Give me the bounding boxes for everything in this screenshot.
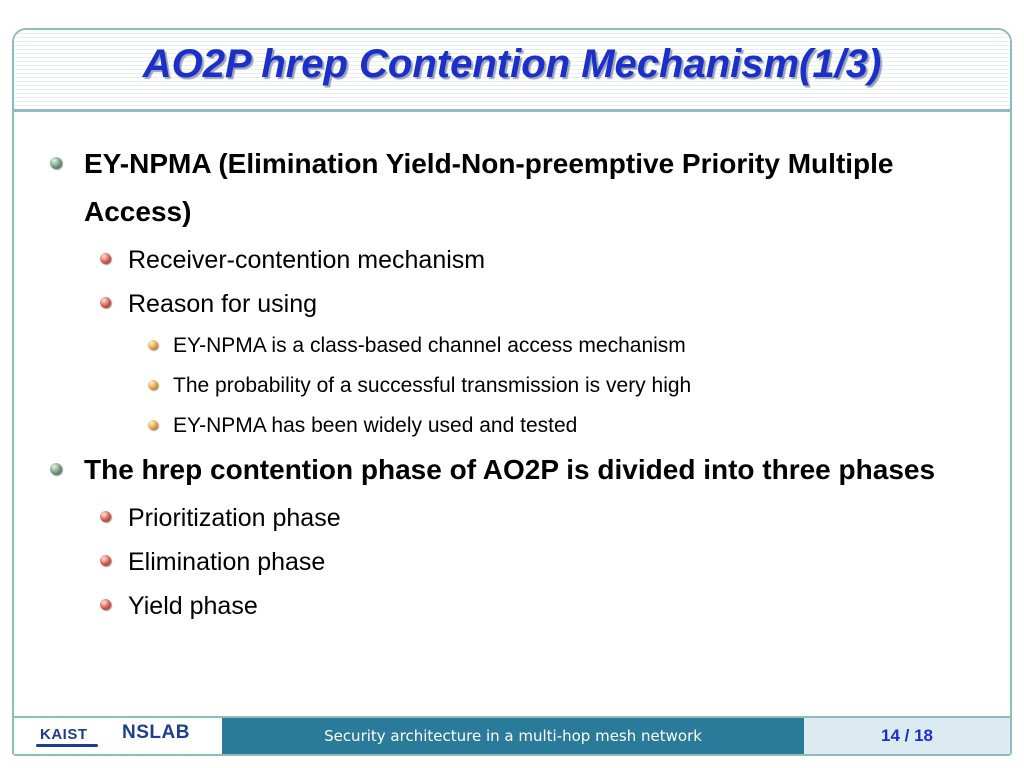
bullet-item-l2 bbox=[40, 282, 980, 326]
bullet-item-l2 bbox=[40, 496, 980, 540]
orange-sphere-bullet-icon bbox=[148, 380, 158, 390]
bullet-text: The hrep contention phase of AO2P is divided into three phases bbox=[84, 454, 936, 485]
bullet-text: Reason for using bbox=[128, 290, 318, 318]
red-sphere-bullet-icon bbox=[100, 511, 111, 522]
bullet-item-l3 bbox=[40, 406, 980, 446]
bullet-text: Elimination phase bbox=[128, 548, 326, 576]
bullet-text: Receiver-contention mechanism bbox=[128, 246, 486, 274]
slide-footer bbox=[14, 716, 1010, 754]
bullet-item-l2 bbox=[40, 238, 980, 282]
footer-page-box bbox=[804, 718, 1010, 754]
bullet-item-l2 bbox=[40, 584, 980, 628]
green-sphere-bullet-icon bbox=[50, 463, 62, 475]
red-sphere-bullet-icon bbox=[100, 599, 111, 610]
red-sphere-bullet-icon bbox=[100, 253, 111, 264]
green-sphere-bullet-icon bbox=[50, 157, 62, 169]
bullet-item-l3 bbox=[40, 326, 980, 366]
bullet-text: EY-NPMA has been widely used and tested bbox=[173, 414, 578, 437]
presentation-title: Security architecture in a multi-hop mesh network bbox=[324, 727, 702, 745]
red-sphere-bullet-icon bbox=[100, 555, 111, 566]
orange-sphere-bullet-icon bbox=[148, 420, 158, 430]
bullet-item-l2 bbox=[40, 540, 980, 584]
bullet-list bbox=[40, 140, 980, 628]
footer-title-bar bbox=[222, 718, 804, 754]
bullet-text: Yield phase bbox=[128, 592, 258, 620]
page-indicator: 14 / 18 bbox=[881, 726, 933, 745]
bullet-item-l1 bbox=[40, 446, 980, 494]
bullet-item-l3 bbox=[40, 366, 980, 406]
red-sphere-bullet-icon bbox=[100, 297, 111, 308]
kaist-logo-swoosh bbox=[36, 744, 98, 747]
kaist-logo: KAIST bbox=[40, 726, 88, 743]
bullet-text: EY-NPMA is a class-based channel access mechanism bbox=[173, 334, 686, 357]
nslab-logo: NSLAB bbox=[122, 722, 190, 743]
orange-sphere-bullet-icon bbox=[148, 340, 158, 350]
bullet-text: EY-NPMA (Elimination Yield-Non-preemptive Priority Multiple Access) bbox=[84, 148, 894, 227]
bullet-text: Prioritization phase bbox=[128, 504, 341, 532]
bullet-text: The probability of a successful transmission is very high bbox=[173, 374, 692, 397]
footer-logos bbox=[14, 718, 222, 754]
slide-title: AO2P hrep Contention Mechanism(1/3) bbox=[142, 42, 882, 86]
bullet-item-l1 bbox=[40, 140, 980, 236]
